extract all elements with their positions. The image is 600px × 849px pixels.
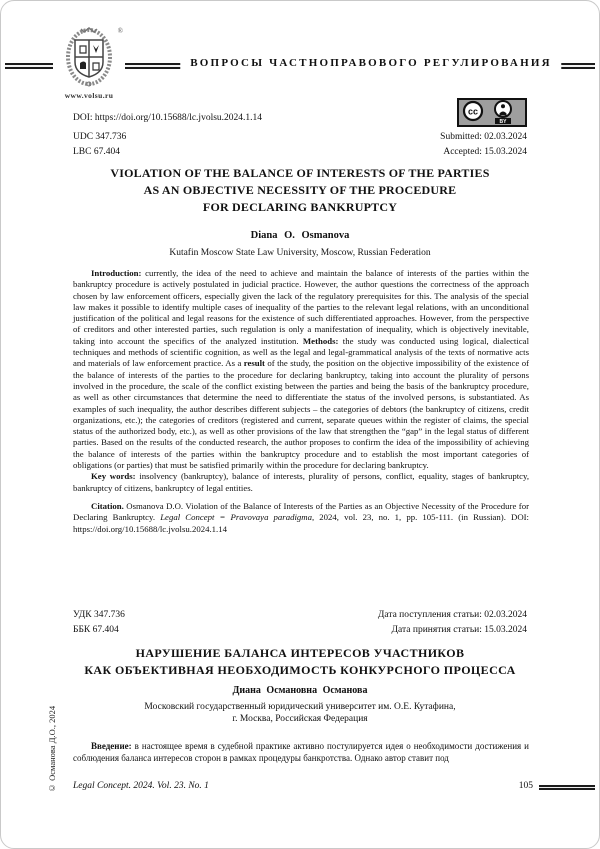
cc-by-license-badge[interactable] xyxy=(457,98,527,127)
intro-section-ru xyxy=(73,740,529,764)
affiliation-ru-line2: г. Москва, Российская Федерация xyxy=(232,714,368,724)
author-name-ru: Диана Османовна Османова xyxy=(232,685,368,696)
cc-by-icon xyxy=(459,100,525,125)
vertical-copyright-notice: © Османова Д.О., 2024 xyxy=(47,705,57,793)
title-ru-line1: НАРУШЕНИЕ БАЛАНСА ИНТЕРЕСОВ УЧАСТНИКОВ xyxy=(135,646,465,660)
doi-link[interactable]: DOI: https://doi.org/10.15688/lc.jvolsu.2024.1.14 xyxy=(73,113,263,123)
author-affiliation-en: Kutafin Moscow State Law University, Moscow, Russian Federation xyxy=(169,248,431,258)
article-title-ru xyxy=(41,645,559,678)
accepted-date: Accepted: 15.03.2024 xyxy=(443,147,527,157)
meta-row-en-2 xyxy=(73,147,527,157)
title-ru-line2: КАК ОБЪЕКТИВНАЯ НЕОБХОДИМОСТЬ КОНКУРСНОГО ПРОЦЕССА xyxy=(84,662,516,677)
footer-journal-reference: Legal Concept. 2024. Vol. 23. No. 1 xyxy=(73,781,209,791)
meta-row-ru-1 xyxy=(73,610,527,620)
lbc-code: LBC 67.404 xyxy=(73,147,120,157)
title-en-line1: VIOLATION OF THE BALANCE OF INTERESTS OF THE PARTIES xyxy=(110,166,490,180)
university-emblem-icon xyxy=(65,27,113,89)
title-en-line2: AS AN OBJECTIVE NECESSITY OF THE PROCEDURE xyxy=(143,183,457,197)
author-name-en: Diana O. Osmanova xyxy=(250,230,350,241)
citation-paragraph: Citation. Osmanova D.O. Violation of the Balance of Interests of the Parties as an Objective Necessity of the Procedure for Declaring Bankruptcy. Legal Concept = Pravovaya paradigma, 2024, vol. 23, no. 1, pp. 105-111. (in Russian). DOI: https://doi.org/10.15688/lc.jvolsu.2024.1.14 xyxy=(73,500,529,534)
journal-section-title: ВОПРОСЫ ЧАСТНОПРАВОВОГО РЕГУЛИРОВАНИЯ xyxy=(180,57,561,69)
abstract-paragraph: Introduction: currently, the idea of the need to achieve and maintain the balance of interests of the parties within the bankruptcy procedure is actively postulated in judicial practice. However, the author questions the correctness of the approach chosen by law enforcement officers, especially given the lack of the regulatory prerequisites for this. The analysis of the special law makes it possible to identify multiple cases of inequality of the parties to the relevant legal relations, with an unconditional justification of the political and legal reasons for the existence of such differentiated approaches. However, from the perspective of creditors and other interested parties, such regulation is only a manifestation of inequality, which is objectively inevitable, taking into account the specifics of the analyzed institution. Methods: the study was conducted using logical, dialectical techniques and methods of scientific cognition, as well as the legal and legal-grammatical analysis of the texts of normative acts and materials of law enforcement practice. As a result of the study, the position on the objective impossibility of the existence of the balance of interests of the parties to the procedure for declaring bankruptcy, taking into account the plurality of persons involved in the procedure, the scale of the conflict existing between the parties and being the basis of the bankruptcy procedure, as well as other circumstances that determine the need to differentiate the status of the involved persons, is substantiated. As examples of such inequality, the author describes different subjects – the categories of debtors (the bankruptcy of citizens, credit organizations, etc.); the categories of creditors (registered and current, separate queues within the register of claims, the special status of the authorized body, etc.), as well as other provisions of the law that strengthen the “gap” in the legal status of different parties. Based on the results of the conducted research, the author proposes to confirm the idea of the impossibility of achieving the balance of interests of the parties within the bankruptcy procedure and to establish the most important categories of obligations (or parties) that must be satisfied primarily within the procedure for declaring bankruptcy. xyxy=(73,268,529,471)
volsu-logo xyxy=(53,27,125,107)
udk-code-ru: УДК 347.736 xyxy=(73,610,125,620)
received-date-ru: Дата поступления статьи: 02.03.2024 xyxy=(377,610,527,620)
affiliation-ru-line1: Московский государственный юридический университет им. О.Е. Кутафина, xyxy=(144,702,456,712)
footer-double-rule xyxy=(539,785,595,790)
title-en-line3: FOR DECLARING BANKRUPTCY xyxy=(202,200,398,214)
meta-row-en-1 xyxy=(73,132,527,142)
abstract-section xyxy=(73,268,529,535)
submitted-date: Submitted: 02.03.2024 xyxy=(440,132,527,142)
article-title-en xyxy=(41,165,559,216)
bbk-code-ru: ББК 67.404 xyxy=(73,625,119,635)
svg-text:BY: BY xyxy=(499,119,507,125)
footer-page-number: 105 xyxy=(518,781,533,791)
volsu-site-url[interactable]: www.volsu.ru xyxy=(64,91,114,100)
meta-row-ru-2 xyxy=(73,625,527,635)
accepted-date-ru: Дата принятия статьи: 15.03.2024 xyxy=(391,625,527,635)
udc-code: UDC 347.736 xyxy=(73,132,127,142)
registered-trademark-icon: ® xyxy=(117,27,123,35)
keywords-paragraph: Key words: insolvency (bankruptcy), balance of interests, plurality of persons, conflict, equality, stages of bankruptcy, bankruptcy of citizens, bankruptcy of legal entities. xyxy=(73,471,530,493)
author-affiliation-ru xyxy=(41,701,559,725)
intro-paragraph-ru: Введение: в настоящее время в судебной практике активно постулируется идея о необходимости достижения и соблюдения баланса интересов сторон в рамках процедуры банкротства. Однако автор ставит под xyxy=(73,741,529,763)
svg-text:cc: cc xyxy=(467,106,479,117)
